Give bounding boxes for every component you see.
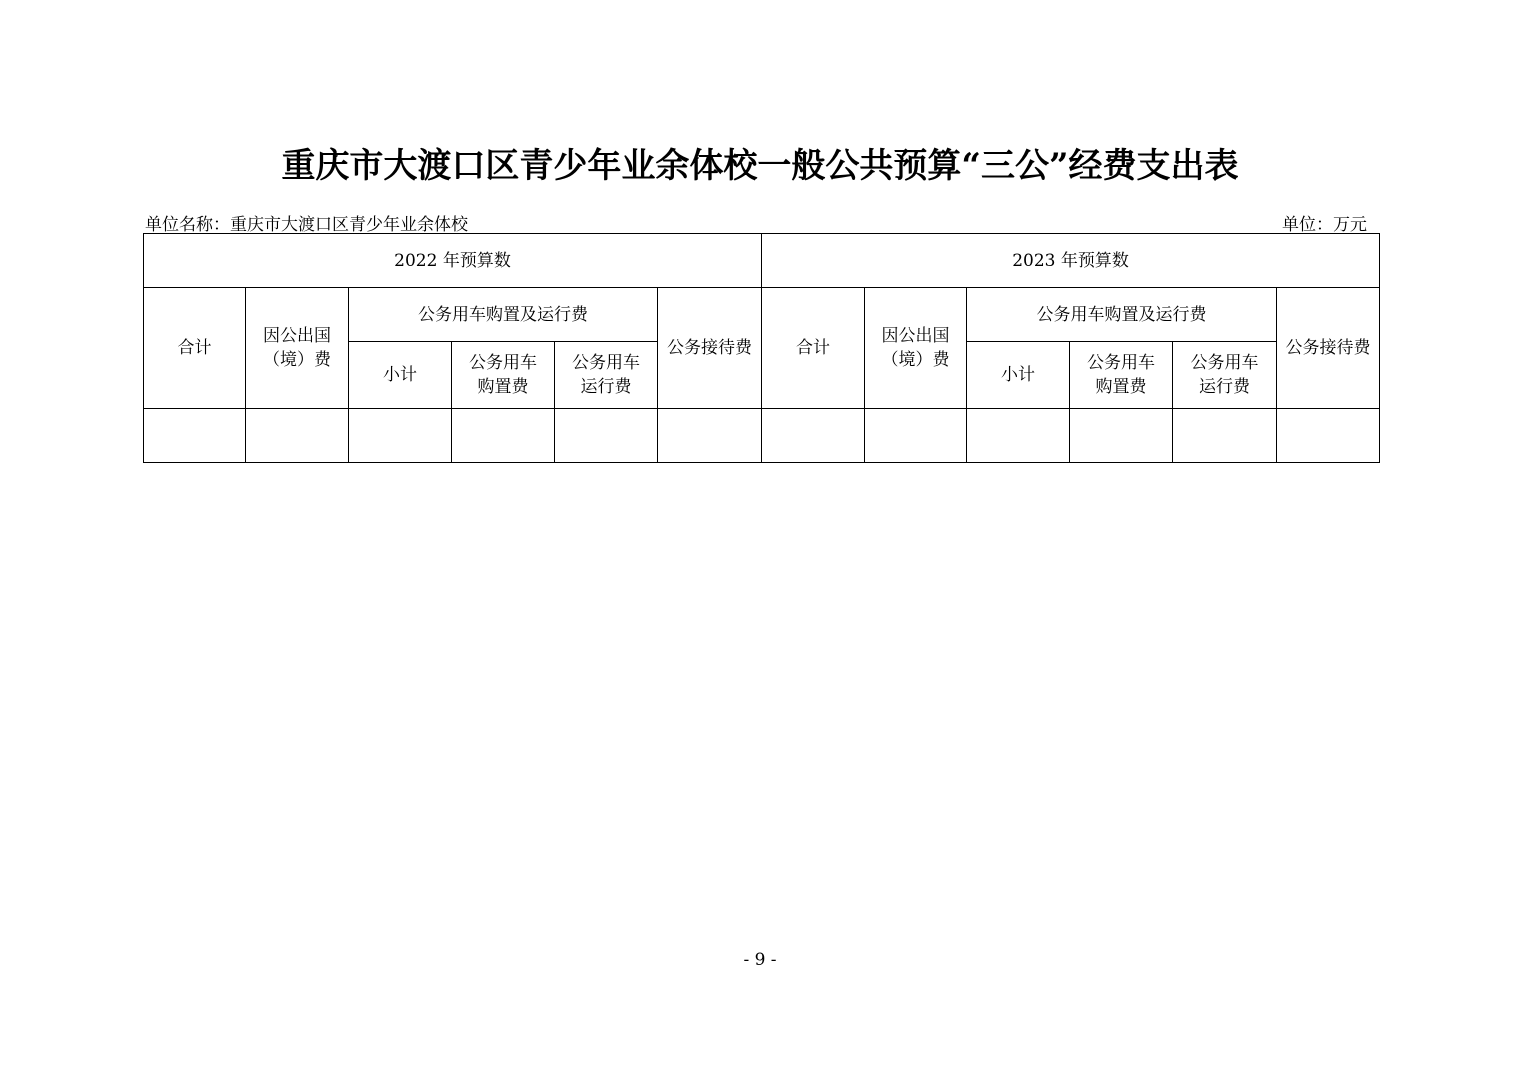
data-cell xyxy=(658,409,762,463)
data-cell xyxy=(865,409,967,463)
vehicle-operation-line2: 运行费 xyxy=(1199,377,1251,397)
data-cell xyxy=(144,409,246,463)
year-2023-header: 2023 年预算数 xyxy=(762,234,1380,288)
vehicle-purchase-line2: 购置费 xyxy=(1095,377,1147,397)
subtotal-header-2022: 小计 xyxy=(349,342,452,409)
vehicle-purchase-header-2022 xyxy=(452,342,555,409)
abroad-header-line2: （境）费 xyxy=(881,350,950,370)
unit-label: 单位：万元 xyxy=(1282,215,1367,235)
abroad-header-2023 xyxy=(865,288,967,409)
vehicle-header-2023: 公务用车购置及运行费 xyxy=(967,288,1277,342)
vehicle-purchase-line2: 购置费 xyxy=(477,377,529,397)
vehicle-purchase-line1: 公务用车 xyxy=(469,353,537,373)
data-cell xyxy=(246,409,349,463)
data-cell xyxy=(1070,409,1173,463)
abroad-header-line1: 因公出国 xyxy=(881,326,950,346)
data-cell xyxy=(555,409,658,463)
vehicle-header-2022: 公务用车购置及运行费 xyxy=(349,288,658,342)
vehicle-purchase-header-2023 xyxy=(1070,342,1173,409)
three-public-expenses-table xyxy=(143,233,1380,463)
reception-header-2023: 公务接待费 xyxy=(1277,288,1380,409)
data-cell xyxy=(1277,409,1380,463)
reception-header-2022: 公务接待费 xyxy=(658,288,762,409)
data-cell xyxy=(1173,409,1277,463)
vehicle-operation-header-2022 xyxy=(555,342,658,409)
total-header-2022: 合计 xyxy=(144,288,246,409)
total-header-2023: 合计 xyxy=(762,288,865,409)
data-cell xyxy=(762,409,865,463)
vehicle-purchase-line1: 公务用车 xyxy=(1087,353,1156,373)
page-title: 重庆市大渡口区青少年业余体校一般公共预算“三公”经费支出表 xyxy=(281,146,1239,186)
data-cell xyxy=(967,409,1070,463)
vehicle-operation-header-2023 xyxy=(1173,342,1277,409)
vehicle-operation-line1: 公务用车 xyxy=(572,353,640,373)
data-cell xyxy=(452,409,555,463)
subtotal-header-2023: 小计 xyxy=(967,342,1070,409)
abroad-header-line2: （境）费 xyxy=(263,350,331,370)
abroad-header-line1: 因公出国 xyxy=(263,326,331,346)
unit-name-label: 单位名称：重庆市大渡口区青少年业余体校 xyxy=(145,215,468,235)
year-2022-header: 2022 年预算数 xyxy=(144,234,762,288)
vehicle-operation-line2: 运行费 xyxy=(580,377,632,397)
page-number: - 9 - xyxy=(743,950,777,970)
vehicle-operation-line1: 公务用车 xyxy=(1190,353,1259,373)
abroad-header-2022 xyxy=(246,288,349,409)
data-cell xyxy=(349,409,452,463)
